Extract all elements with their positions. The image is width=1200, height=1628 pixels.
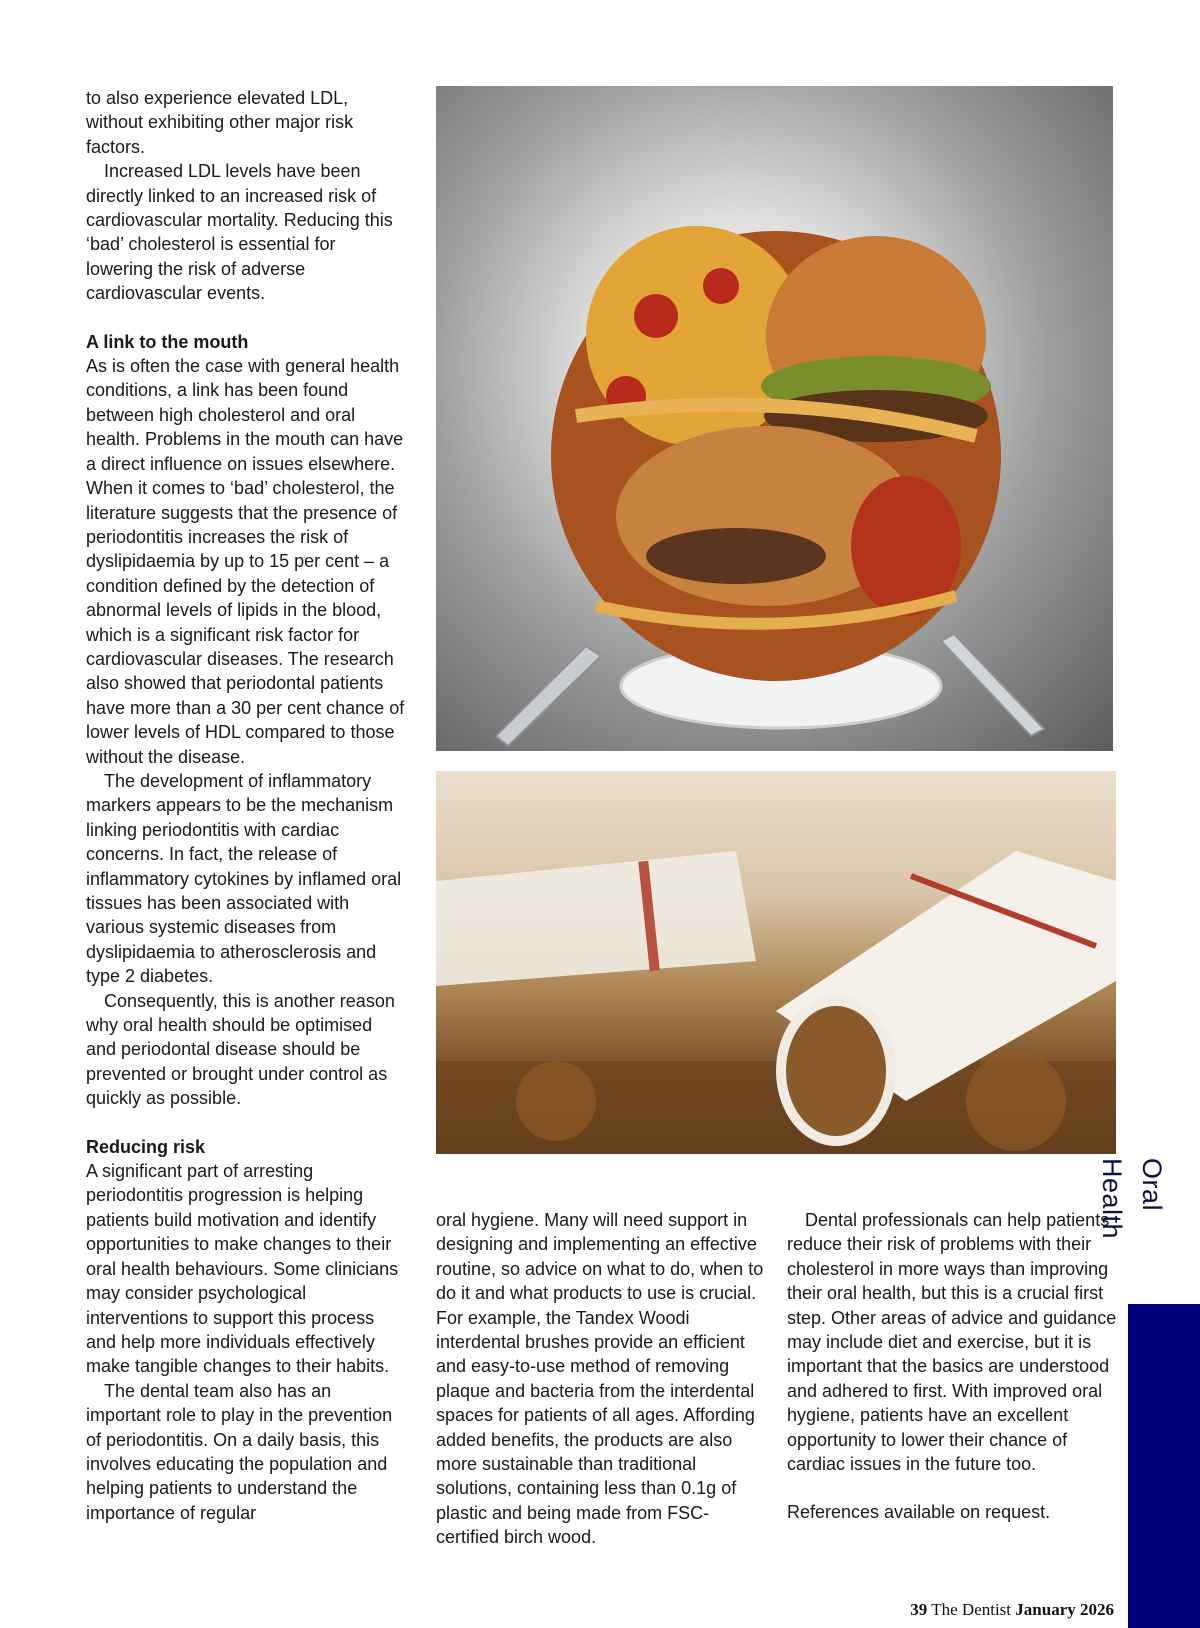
body-paragraph: The development of inflammatory markers appears to be the mechanism linking periodontitis with cardiac concerns. In fact, the release of inflammatory cytokines by inflamed oral tissues has been associated with various systemic diseases from dyslipidaemia to atherosclerosis and type 2 diabetes.: [86, 770, 402, 987]
body-paragraph: to also experience elevated LDL, without exhibiting other major risk factors.: [86, 88, 354, 157]
body-paragraph: As is often the case with general health conditions, a link has been found between high cholesterol and oral health. Problems in the mouth can have a direct influence on issues elsewhere. When it comes to ‘bad’ cholesterol, the literature suggests that the presence of periodontitis increases the risk of dyslipidaemia by up to 15 per cent – a condition defined by the detection of abnormal levels of lipids in the blood, which is a significant risk factor for cardiovascular diseases. The research also showed that periodontal patients have more than a 30 per cent chance of lower levels of HDL compared to those without the disease.: [86, 356, 405, 767]
body-paragraph: A significant part of arresting periodontitis progression is helping patients build motivation and identify opportunities to make changes to their oral health behaviours. Some clinicians may consider psychological interventions to support this process and help more individuals effectively make tangible changes to their habits.: [86, 1161, 399, 1377]
references-note: References available on request.: [787, 1502, 1051, 1523]
cigarette-illustration: [436, 771, 1116, 1154]
publication-name: The Dentist: [931, 1600, 1012, 1619]
body-paragraph: The dental team also has an important role to play in the prevention of periodontitis. On a daily basis, this involves educating the population and helping patients to understand the importance of regular: [86, 1380, 393, 1523]
article-column-1: [86, 86, 406, 1525]
body-paragraph: Consequently, this is another reason why oral health should be optimised and periodontal disease should be prevented or brought under control as quickly as possible.: [86, 990, 395, 1109]
section-color-tab: [1128, 1304, 1200, 1628]
body-paragraph: oral hygiene. Many will need support in designing and implementing an effective routine, so advice on what to do, when to do it and what products to use is crucial. For example, the Tandex Woodi interdental brushes provide an efficient and easy-to-use method of removing plaque and bacteria from the interdental spaces for patients of all ages. Affording added benefits, the products are also more sustainable than traditional solutions, containing less than 0.1g of plastic and being made from FSC-certified birch wood.: [436, 1210, 764, 1548]
article-column-3: [787, 1208, 1117, 1525]
page-number: 39: [910, 1600, 928, 1619]
cigarette-butts-photo: [436, 771, 1116, 1154]
junk-food-illustration: [436, 86, 1113, 751]
issue-date: January 2026: [1015, 1600, 1114, 1619]
section-label-oral-health: Oral Health: [1097, 1158, 1167, 1240]
body-paragraph: Dental professionals can help patients reduce their risk of problems with their cholesterol in more ways than improving their oral health, but this is a crucial first step. Other areas of advice and guidance may include diet and exercise, but it is important that the basics are understood and adhered to first. With improved oral hygiene, patients have an excellent opportunity to lower their chance of cardiac issues in the future too.: [787, 1210, 1117, 1475]
section-heading-link-to-mouth: A link to the mouth: [86, 331, 249, 352]
body-paragraph: Increased LDL levels have been directly linked to an increased risk of cardiovascular mortality. Reducing this ‘bad’ cholesterol is essential for lowering the risk of adverse cardiovascular events.: [86, 161, 393, 304]
page-footer: [860, 1600, 1114, 1620]
junk-food-plate-photo: [436, 86, 1113, 751]
section-heading-reducing-risk: Reducing risk: [86, 1136, 206, 1157]
article-column-2: [436, 1208, 764, 1550]
